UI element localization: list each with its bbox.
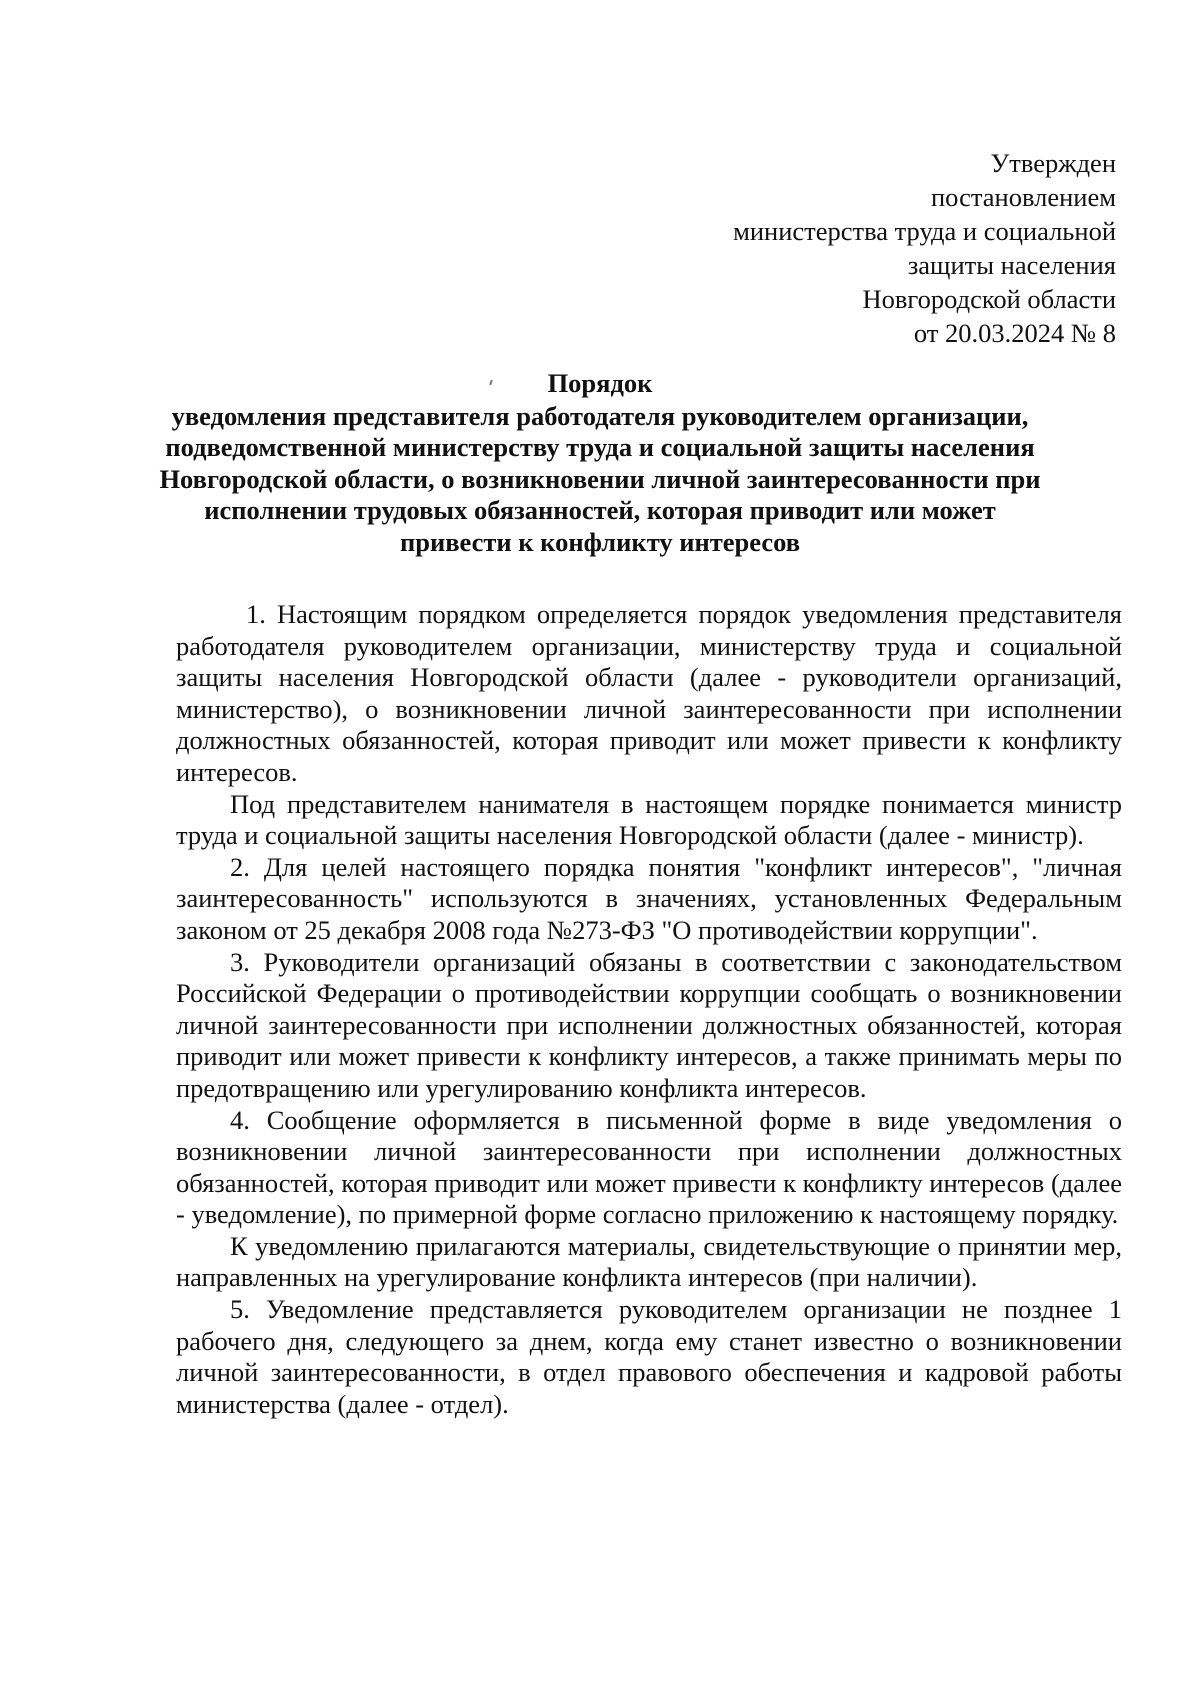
approval-line: постановлением — [931, 182, 1116, 212]
title-subtitle-line: подведомственной министерству труда и социальной защиты населения — [165, 432, 1035, 462]
approval-line: защиты населения — [907, 250, 1116, 280]
paragraph-employer-definition: Под представителем нанимателя в настоящем порядке понимается министр труда и социальной защиты населения Новгородской области (далее - министр). — [176, 788, 1122, 851]
document-title — [150, 368, 1050, 558]
title-subtitle-line: Новгородской области, о возникновении личной заинтересованности при — [159, 463, 1041, 494]
approval-line: Утвержден — [990, 148, 1116, 178]
title-subtitle-line: исполнении трудовых обязанностей, которая приводит или может — [204, 495, 996, 525]
title-subtitle-line: уведомления представителя работодателя руководителем организации, — [171, 400, 1029, 431]
paragraph-item-4: 4. Сообщение оформляется в письменной форме в виде уведомления о возникновении личной заинтересованности при исполнении должностных обязанностей, которая приводит или может привести к конфликту интересов (далее - уведомление), по примерной форме согласно приложению к настоящему порядку. — [176, 1104, 1122, 1230]
document-body — [176, 599, 1122, 1420]
paragraph-item-2: 2. Для целей настоящего порядка понятия "конфликт интересов", "личная заинтересованность" используются в значениях, установленных Федеральным законом от 25 декабря 2008 года №273-ФЗ "О противодействии коррупции". — [176, 851, 1122, 945]
paragraph-item-3: 3. Руководители организаций обязаны в соответствии с законодательством Российской Федерации о противодействии коррупции сообщать о возникновении личной заинтересованности при исполнении должностных обязанностей, которая приводит или может привести к конфликту интересов, а также принимать меры по предотвращению или урегулированию конфликта интересов. — [176, 946, 1122, 1103]
approval-stamp — [556, 146, 1116, 350]
paragraph-attachments: К уведомлению прилагаются материалы, свидетельствующие о принятии мер, направленных на урегулирование конфликта интересов (при наличии). — [176, 1230, 1122, 1293]
approval-line: министерства труда и социальной — [733, 216, 1116, 246]
approval-line: Новгородской области — [862, 284, 1116, 314]
paragraph-item-1: 1. Настоящим порядком определяется порядок уведомления представителя работодателя руководителем организации, министерству труда и социальной защиты населения Новгородской области (далее - руководители организаций, министерство), о возникновении личной заинтересованности при исполнении должностных обязанностей, которая приводит или может привести к конфликту интересов. — [176, 599, 1122, 787]
title-heading: Порядок — [547, 368, 653, 398]
approval-date-line: от 20.03.2024 № 8 — [913, 318, 1116, 348]
paragraph-item-5: 5. Уведомление представляется руководителем организации не позднее 1 рабочего дня, следующего за днем, когда ему станет известно о возникновении личной заинтересованности, в отдел правового обеспечения и кадровой работы министерства (далее - отдел). — [176, 1294, 1122, 1419]
title-subtitle-line: привести к конфликту интересов — [399, 526, 801, 557]
